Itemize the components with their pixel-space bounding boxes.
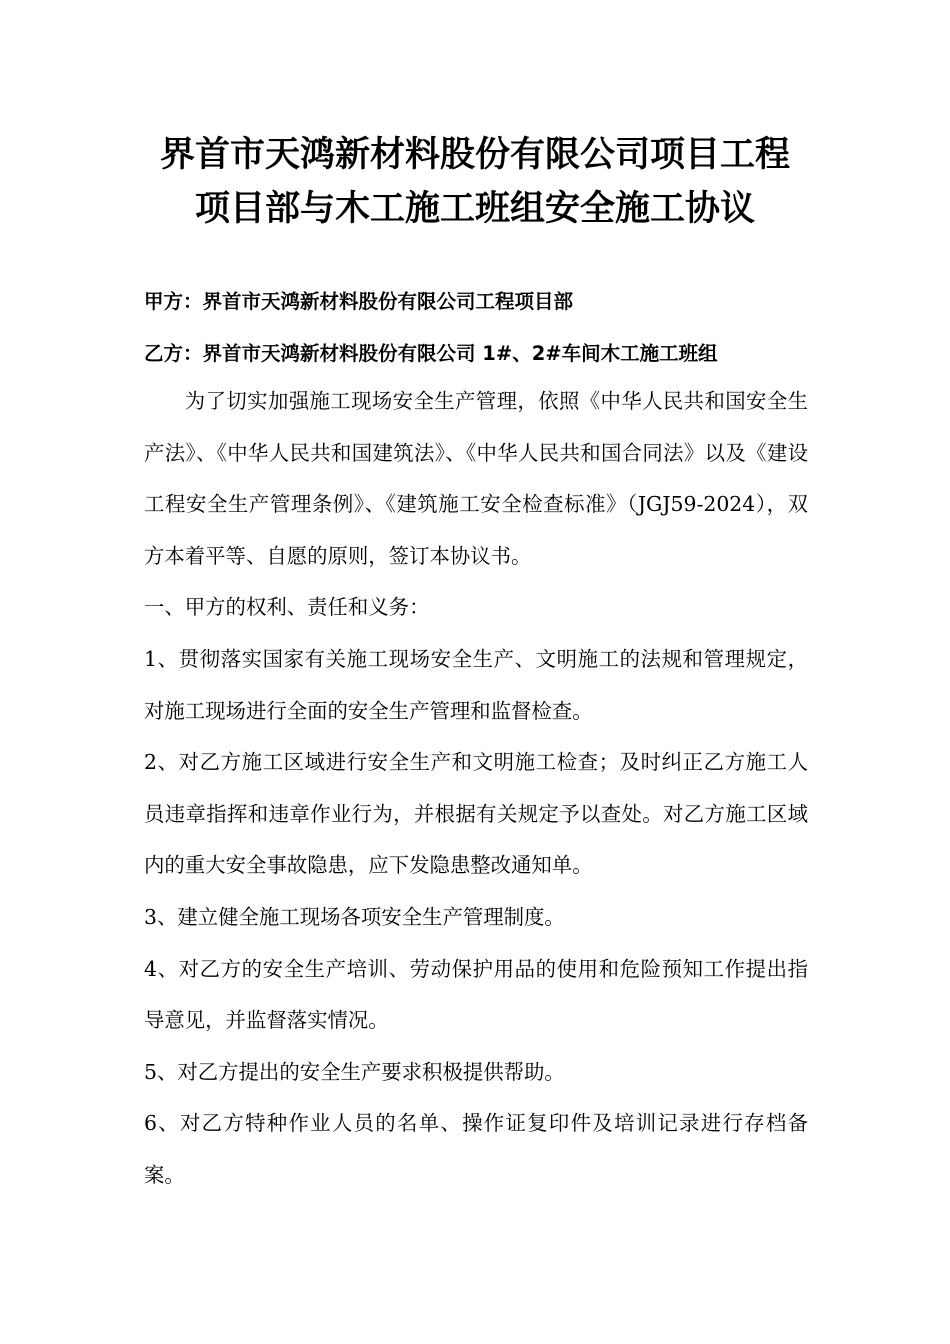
document-title [110,128,840,236]
document-title-line-2: 项目部与木工施工班组安全施工协议 [194,189,755,229]
party-a-line: 甲方：界首市天鸿新材料股份有限公司工程项目部 [144,290,574,313]
clause-6: 6、对乙方特种作业人员的名单、操作证复印件及培训记录进行存档备案。 [144,1111,808,1187]
document-title-line-1: 界首市天鸿新材料股份有限公司项目工程 [159,135,790,175]
clause-2: 2、对乙方施工区域进行安全生产和文明施工检查；及时纠正乙方施工人员违章指挥和违章作业行为，并根据有关规定予以查处。对乙方施工区域内的重大安全事故隐患，应下发隐患整改通知单。 [144,750,808,878]
clause-3: 3、建立健全施工现场各项安全生产管理制度。 [144,904,565,929]
party-b-line: 乙方：界首市天鸿新材料股份有限公司 1#、2#车间木工施工班组 [144,342,718,365]
agreement-body [144,376,808,1202]
clause-4: 4、对乙方的安全生产培训、劳动保护用品的使用和危险预知工作提出指导意见，并监督落实情况。 [144,956,808,1033]
intro-paragraph: 为了切实加强施工现场安全生产管理，依照《中华人民共和国安全生产法》、《中华人民共和国建筑法》、《中华人民共和国合同法》以及《建设工程安全生产管理条例》、《建筑施工安全检查标准》（JGJ59-2024），双方本着平等、自愿的原则，签订本协议书。 [144,389,808,568]
clause-1: 1、贯彻落实国家有关施工现场安全生产、文明施工的法规和管理规定，对施工现场进行全面的安全生产管理和监督检查。 [144,646,808,723]
clause-5: 5、对乙方提出的安全生产要求积极提供帮助。 [144,1059,565,1084]
section-heading-party-a-duties: 一、甲方的权利、责任和义务： [144,595,430,620]
